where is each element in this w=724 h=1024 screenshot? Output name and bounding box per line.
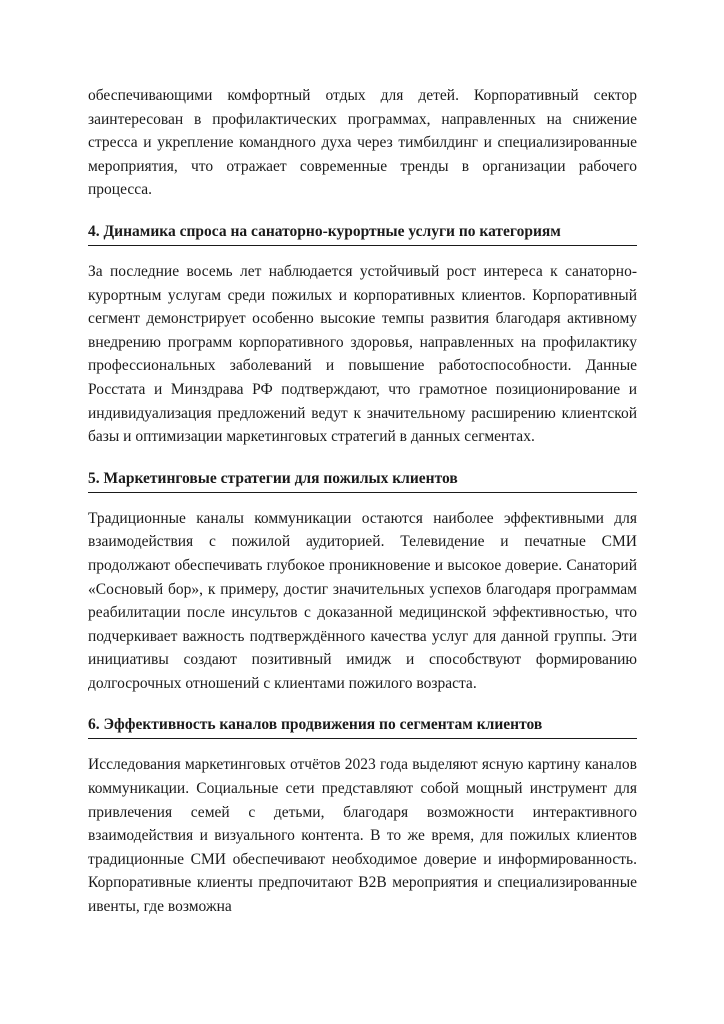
section-4-heading: 4. Динамика спроса на санаторно-курортные услуги по категориям xyxy=(88,222,637,246)
section-6-heading: 6. Эффективность каналов продвижения по сегментам клиентов xyxy=(88,715,637,739)
section-5-paragraph: Традиционные каналы коммуникации остаются наиболее эффективными для взаимодействия с пожилой аудиторией. Телевидение и печатные СМИ продолжают обеспечивать глубокое проникновение и высокое доверие. Санаторий «Сосновый бор», к примеру, достиг значительных успехов благодаря программам реабилитации после инсультов с доказанной медицинской эффективностью, что подчеркивает важность подтверждённого качества услуг для данной группы. Эти инициативы создают позитивный имидж и способствуют формированию долгосрочных отношений с клиентами пожилого возраста. xyxy=(88,509,637,692)
intro-paragraph: обеспечивающими комфортный отдых для детей. Корпоративный сектор заинтересован в профилактических программах, направленных на снижение стресса и укрепление командного духа через тимбилдинг и специализированные мероприятия, что отражает современные тренды в организации рабочего процесса. xyxy=(88,87,637,199)
section-6-paragraph: Исследования маркетинговых отчётов 2023 года выделяют ясную картину каналов коммуникации. Социальные сети представляют собой мощный инструмент для привлечения семей с детьми, благодаря возможности интерактивного взаимодействия и визуального контента. В то же время, для пожилых клиентов традиционные СМИ обеспечивают необходимое доверие и информированность. Корпоративные клиенты предпочитают B2B мероприятия и специализированные ивенты, где возможна xyxy=(88,756,637,916)
section-5-heading: 5. Маркетинговые стратегии для пожилых клиентов xyxy=(88,469,637,493)
document-page xyxy=(88,84,637,919)
section-5 xyxy=(88,469,637,696)
section-6 xyxy=(88,715,637,918)
section-4 xyxy=(88,222,637,449)
section-4-paragraph: За последние восемь лет наблюдается устойчивый рост интереса к санаторно-курортным услугам среди пожилых и корпоративных клиентов. Корпоративный сегмент демонстрирует особенно высокие темпы развития благодаря активному внедрению программ корпоративного здоровья, направленных на профилактику профессиональных заболеваний и повышение работоспособности. Данные Росстата и Минздрава РФ подтверждают, что грамотное позиционирование и индивидуализация предложений ведут к значительному расширению клиентской базы и оптимизации маркетинговых стратегий в данных сегментах. xyxy=(88,262,637,446)
